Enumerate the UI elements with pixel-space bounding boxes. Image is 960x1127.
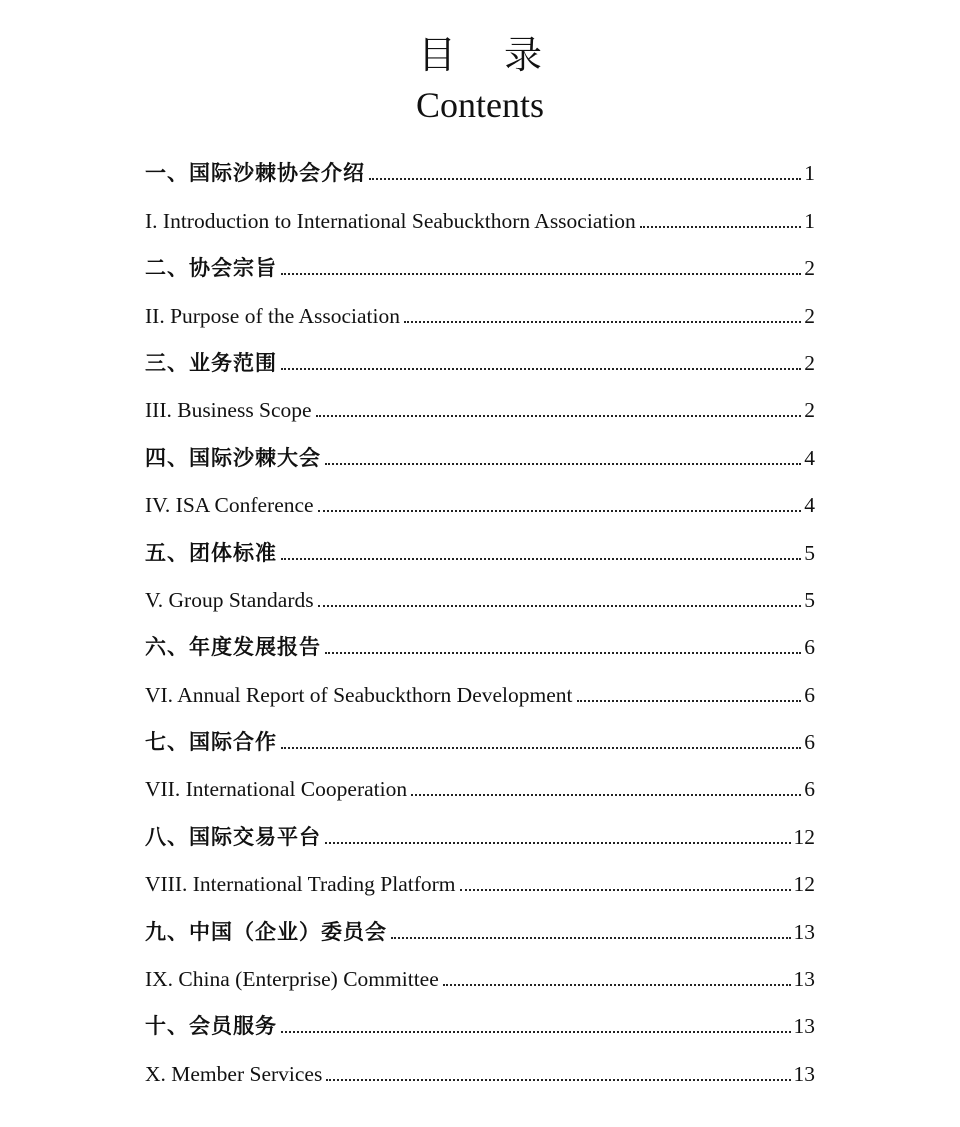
dot-leader [281,747,801,749]
toc-page-number: 5 [804,540,815,565]
dot-leader [369,178,801,180]
dot-leader [326,1079,790,1081]
toc-entry-trading-en[interactable] [145,856,815,903]
toc-entry-text: 一、国际沙棘协会介绍 [145,161,365,186]
toc-entry-text: 十、会员服务 [145,1014,277,1039]
toc-entry-trading-cn[interactable] [145,808,815,855]
toc-entry-text: VII. International Cooperation [145,777,408,802]
dot-leader [325,463,801,465]
page-title-english: Contents [415,85,544,125]
toc-page-number: 2 [804,303,815,328]
toc-entry-text: IV. ISA Conference [145,493,314,518]
toc-entry-text: I. Introduction to International Seabuckthorn Association [145,208,636,233]
toc-page-number: 2 [804,256,815,281]
toc-entry-standards-en[interactable] [145,572,815,619]
toc-entry-text: III. Business Scope [145,398,312,423]
toc-entry-annual-report-cn[interactable] [145,619,815,666]
toc-page-number: 13 [793,919,815,944]
toc-entry-intro-cn[interactable] [145,145,815,192]
toc-entry-text: 八、国际交易平台 [145,824,321,849]
toc-page-number: 6 [804,730,815,755]
dot-leader [411,794,801,796]
toc-page-number: 4 [804,445,815,470]
dot-leader [281,1031,791,1033]
toc-entry-committee-cn[interactable] [145,903,815,950]
toc-page-number: 6 [804,777,815,802]
toc-page-number: 4 [804,493,815,518]
toc-entry-committee-en[interactable] [145,951,815,998]
toc-page-number: 1 [804,208,815,233]
table-of-contents [145,145,815,1093]
dot-leader [318,510,802,512]
toc-page-number: 5 [804,587,815,612]
dot-leader [460,889,791,891]
toc-entry-text: 二、协会宗旨 [145,256,277,281]
toc-entry-purpose-cn[interactable] [145,240,815,287]
dot-leader [281,558,801,560]
dot-leader [325,842,791,844]
dot-leader [318,605,802,607]
toc-entry-member-services-en[interactable] [145,1045,815,1092]
dot-leader [577,700,802,702]
toc-page-number: 12 [793,824,815,849]
toc-entry-purpose-en[interactable] [145,287,815,334]
page-title-chinese: 目 录 [417,33,561,77]
toc-entry-text: IX. China (Enterprise) Committee [145,967,439,992]
toc-entry-member-services-cn[interactable] [145,998,815,1045]
toc-page-number: 2 [804,350,815,375]
toc-page-number: 2 [804,398,815,423]
toc-entry-text: 七、国际合作 [145,730,277,755]
dot-leader [443,984,791,986]
toc-entry-text: 六、年度发展报告 [145,635,321,660]
dot-leader [640,226,801,228]
toc-entry-text: VIII. International Trading Platform [145,872,456,897]
toc-entry-standards-cn[interactable] [145,524,815,571]
toc-entry-intro-en[interactable] [145,192,815,239]
dot-leader [316,415,802,417]
dot-leader [281,273,801,275]
toc-entry-scope-cn[interactable] [145,335,815,382]
toc-page-number: 13 [793,967,815,992]
dot-leader [281,368,801,370]
toc-page-number: 13 [793,1014,815,1039]
toc-entry-cooperation-en[interactable] [145,761,815,808]
toc-entry-text: 五、团体标准 [145,540,277,565]
toc-page-number: 13 [793,1061,815,1086]
toc-entry-text: X. Member Services [145,1061,323,1086]
toc-entry-annual-report-en[interactable] [145,666,815,713]
toc-entry-text: 三、业务范围 [145,350,277,375]
toc-page-number: 1 [804,161,815,186]
toc-entry-text: 九、中国（企业）委员会 [145,919,387,944]
toc-page-number: 6 [804,682,815,707]
toc-page-number: 12 [793,872,815,897]
toc-entry-text: II. Purpose of the Association [145,303,400,328]
toc-entry-conference-cn[interactable] [145,429,815,476]
dot-leader [404,321,801,323]
dot-leader [325,652,801,654]
toc-entry-text: VI. Annual Report of Seabuckthorn Development [145,682,573,707]
dot-leader [391,937,791,939]
toc-page-number: 6 [804,635,815,660]
toc-entry-text: V. Group Standards [145,587,314,612]
toc-entry-text: 四、国际沙棘大会 [145,445,321,470]
toc-entry-conference-en[interactable] [145,477,815,524]
toc-entry-scope-en[interactable] [145,382,815,429]
toc-entry-cooperation-cn[interactable] [145,714,815,761]
